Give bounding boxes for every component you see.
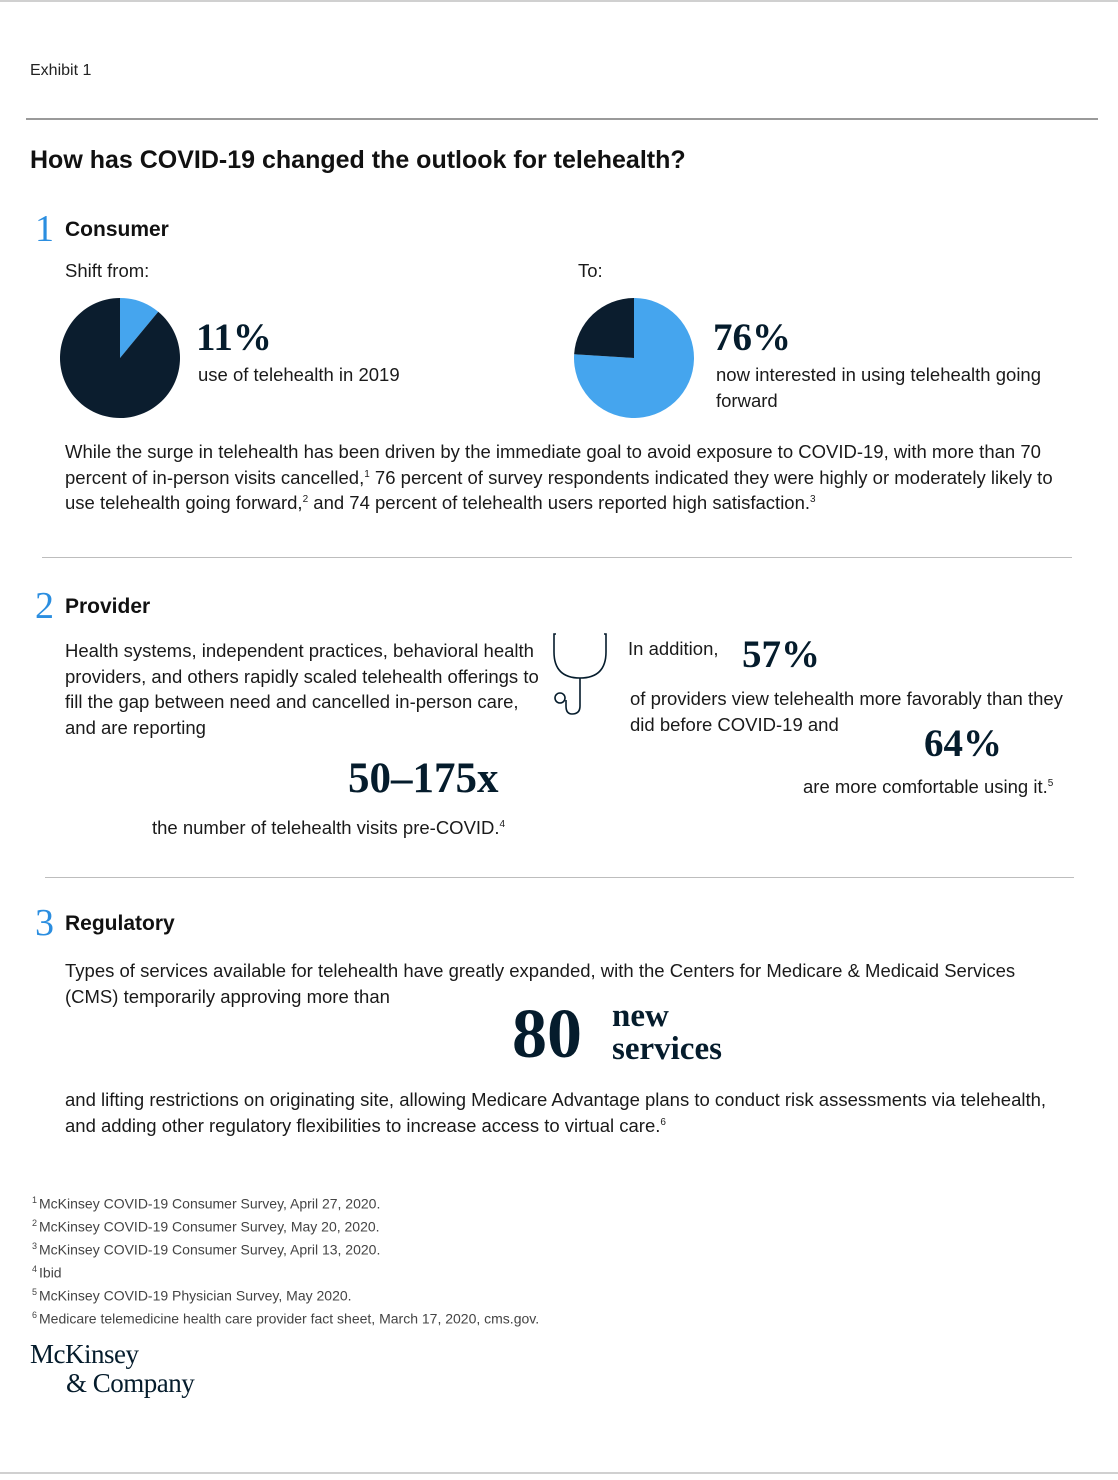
section-number-provider: 2 bbox=[35, 585, 54, 627]
bottom-border bbox=[0, 1472, 1118, 1474]
provider-stat-57: 57% bbox=[742, 633, 820, 676]
footnotes bbox=[32, 1191, 539, 1329]
section-title-regulatory: Regulatory bbox=[65, 912, 175, 935]
section-title-consumer: Consumer bbox=[65, 218, 169, 241]
big-word-services: services bbox=[612, 1031, 722, 1067]
footnote: $^5$ McKinsey COVID-19 Physician Survey, May 2020. bbox=[32, 1287, 352, 1304]
shift-from-label: Shift from: bbox=[65, 260, 150, 281]
provider-text-64: are more comfortable using it.$^5$ bbox=[803, 776, 1054, 797]
to-label: To: bbox=[578, 260, 603, 281]
pie-chart-now bbox=[572, 296, 696, 420]
pie-now-caption: now interested in using telehealth going forward bbox=[716, 364, 1042, 411]
pie-slice-other bbox=[574, 298, 634, 358]
section-number-regulatory: 3 bbox=[35, 902, 54, 944]
pie-now-value: 76% bbox=[713, 316, 791, 359]
footnote: $^2$ McKinsey COVID-19 Consumer Survey, May 20, 2020. bbox=[32, 1218, 380, 1235]
pie-2019-caption: use of telehealth in 2019 bbox=[198, 364, 400, 385]
top-border bbox=[0, 0, 1118, 2]
in-addition-label: In addition, bbox=[628, 638, 719, 659]
footnote: $^4$ Ibid bbox=[32, 1264, 62, 1281]
regulatory-big-words bbox=[612, 1000, 722, 1066]
section-divider-2 bbox=[45, 877, 1074, 878]
section-divider-1 bbox=[42, 557, 1072, 558]
section-number-consumer: 1 bbox=[35, 208, 54, 250]
regulatory-big-number: 80 bbox=[512, 996, 582, 1073]
footnote-ref-4: 4 bbox=[499, 818, 506, 830]
footnote: $^3$ McKinsey COVID-19 Consumer Survey, April 13, 2020. bbox=[32, 1241, 381, 1258]
pie-chart-2019 bbox=[58, 296, 182, 420]
provider-text-57: of providers view telehealth more favorably than they did before COVID-19 and bbox=[630, 688, 1063, 735]
provider-big-stat-caption: the number of telehealth visits pre-COVID.$^4$ bbox=[152, 817, 506, 838]
mckinsey-logo: McKinsey & Company bbox=[30, 1339, 195, 1398]
header-rule bbox=[26, 118, 1098, 120]
stethoscope-icon bbox=[548, 630, 612, 720]
footnote: $^6$ Medicare telemedicine health care provider fact sheet, March 17, 2020, cms.gov. bbox=[32, 1310, 540, 1327]
footnote-ref-6: 6 bbox=[660, 1116, 666, 1128]
footnote-ref-5: 5 bbox=[1047, 777, 1054, 789]
pie-2019-value: 11% bbox=[196, 316, 272, 359]
section-title-provider: Provider bbox=[65, 595, 151, 618]
page-title: How has COVID-19 changed the outlook for telehealth? bbox=[30, 146, 686, 174]
big-word-new: new bbox=[612, 998, 669, 1034]
pie-slice-other bbox=[60, 298, 180, 418]
provider-stat-64: 64% bbox=[924, 722, 1002, 765]
footnote-ref-2: 2 bbox=[302, 493, 309, 505]
regulatory-text-2: and lifting restrictions on originating site, allowing Medicare Advantage plans to conduct risk assessments via telehealth, and adding other regulatory flexibilities to increase access to virtual care.$^6$ bbox=[65, 1089, 1047, 1136]
provider-text: Health systems, independent practices, behavioral health providers, and others rapidly scaled telehealth offerings to fill the gap between need and cancelled in-person care, and are reporting bbox=[65, 640, 539, 738]
regulatory-text-1: Types of services available for telehealth have greatly expanded, with the Centers for Medicare & Medicaid Services (CMS) temporarily approving more than bbox=[65, 960, 1016, 1007]
footnote-ref-1: 1 bbox=[364, 468, 370, 480]
provider-big-stat: 50–175x bbox=[348, 755, 499, 802]
footnote: $^1$ McKinsey COVID-19 Consumer Survey, April 27, 2020. bbox=[32, 1195, 381, 1212]
footnote-ref-3: 3 bbox=[810, 493, 816, 505]
exhibit-label: Exhibit 1 bbox=[30, 62, 92, 79]
consumer-paragraph: While the surge in telehealth has been driven by the immediate goal to avoid exposure to COVID-19, with more than 70 percent of in-person visits cancelled,$^1$ 76 percent of survey respondents indicated they were highly or moderately likely to use telehealth going forward,$^2$ and 74 percent of telehealth users reported high satisfaction.$^3$ bbox=[65, 441, 1053, 513]
